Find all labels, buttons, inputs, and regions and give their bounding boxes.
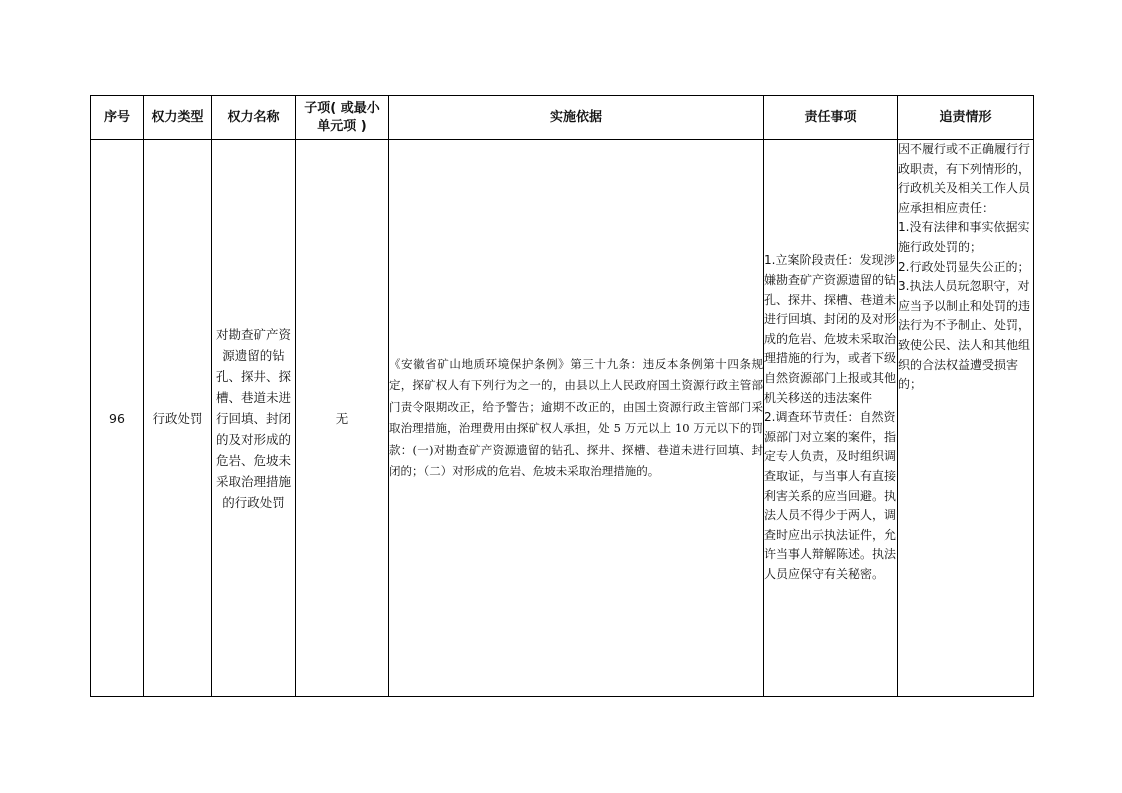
cell-power-name: 对勘查矿产资源遗留的钻孔、探井、探槽、巷道未进行回填、封闭的及对形成的危岩、危坡未采取治理措施的行政处罚 [212,140,296,697]
header-power-name: 权力名称 [212,96,296,140]
cell-basis: 《安徽省矿山地质环境保护条例》第三十九条：违反本条例第十四条规定，探矿权人有下列行为之一的，由县以上人民政府国土资源行政主管部门责令限期改正，给予警告；逾期不改正的，由国土资源行政主管部门采取治理措施，治理费用由探矿权人承担，处 5 万元以上 10 万元以下的罚款：(一)对勘查矿产资源遗留的钻孔、探井、探槽、巷道未进行回填、封闭的；（二）对形成的危岩、危坡未采取治理措施的。 [389,140,764,697]
cell-seq: 96 [91,140,144,697]
table-header-row [91,96,1034,140]
header-basis: 实施依据 [389,96,764,140]
header-responsibility: 责任事项 [764,96,898,140]
header-accountability: 追责情形 [898,96,1034,140]
header-sub-item: 子项( 或最小单元项 ) [296,96,389,140]
header-seq: 序号 [91,96,144,140]
power-list-table [90,95,1034,697]
cell-power-type: 行政处罚 [144,140,212,697]
table-row [91,140,1034,697]
header-power-type: 权力类型 [144,96,212,140]
cell-accountability: 因不履行或不正确履行行政职责，有下列情形的，行政机关及相关工作人员应承担相应责任： 1.没有法律和事实依据实施行政处罚的； 2.行政处罚显失公正的； 3.执法人员玩忽职守，对应当予以制止和处罚的违法行为不予制止、处罚，致使公民、法人和其他组织的合法权益遭受损害的； [898,140,1034,697]
cell-responsibility: 1.立案阶段责任：发现涉嫌勘查矿产资源遗留的钻孔、探井、探槽、巷道未进行回填、封闭的及对形成的危岩、危坡未采取治理措施的行为，或者下级自然资源部门上报或其他机关移送的违法案件 2.调查环节责任：自然资源部门对立案的案件，指定专人负责，及时组织调查取证，与当事人有直接利害关系的应当回避。执法人员不得少于两人，调查时应出示执法证件，允许当事人辩解陈述。执法人员应保守有关秘密。 [764,140,898,697]
cell-sub-item: 无 [296,140,389,697]
